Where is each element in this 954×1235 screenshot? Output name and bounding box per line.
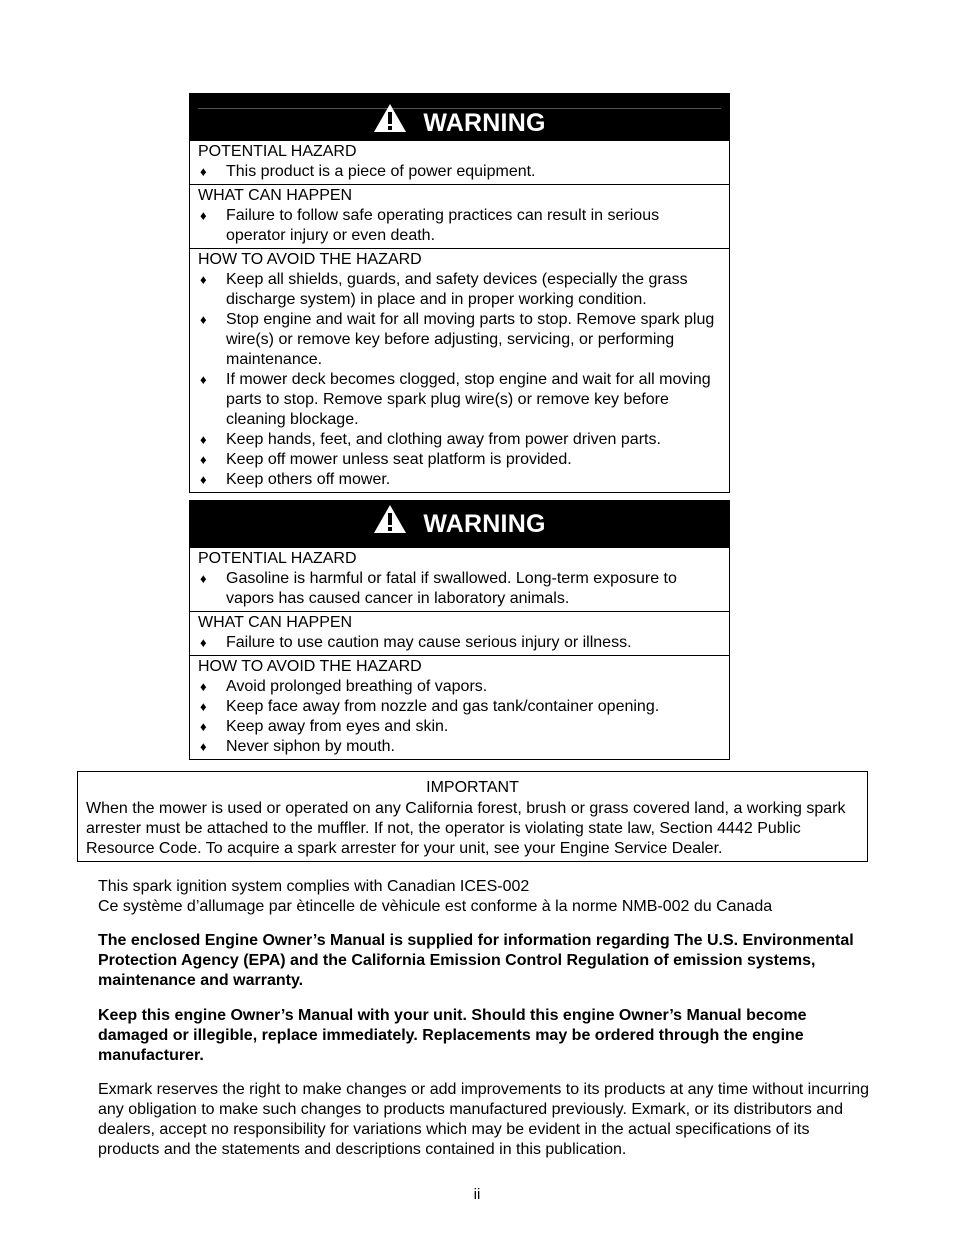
section-title: POTENTIAL HAZARD	[198, 550, 357, 567]
section-how-to-avoid	[190, 248, 729, 492]
warning-box-gasoline	[189, 500, 730, 760]
section-title: WHAT CAN HAPPEN	[198, 187, 353, 204]
warning-triangle-icon	[373, 103, 407, 140]
section-potential-hazard	[190, 140, 729, 184]
bullet-item: ♦ Keep face away from nozzle and gas tank/container opening.	[200, 698, 660, 715]
bullet-item: ♦ Avoid prolonged breathing of vapors.	[200, 678, 488, 695]
diamond-bullet-icon: ♦	[200, 739, 207, 754]
section-title: HOW TO AVOID THE HAZARD	[198, 658, 422, 675]
bullet-item: ♦ Keep off mower unless seat platform is provided.	[200, 451, 572, 468]
bullet-item: ♦ If mower deck becomes clogged, stop engine and wait for all moving parts to stop. Remove spark plug wire(s) or remove key before cleaning blockage.	[200, 371, 711, 428]
bullet-item: ♦ Gasoline is harmful or fatal if swallowed. Long-term exposure to vapors has caused cancer in laboratory animals.	[200, 570, 677, 607]
important-body: When the mower is used or operated on any California forest, brush or grass covered land, a working spark arrester must be attached to the muffler. If not, the operator is violating state law, Section 4442 Public Resource Code. To acquire a spark arrester for your unit, see your Engine Service Dealer.	[86, 800, 846, 857]
section-what-can-happen	[190, 184, 729, 248]
warning-triangle-icon	[373, 504, 407, 541]
diamond-bullet-icon: ♦	[200, 372, 207, 387]
diamond-bullet-icon: ♦	[200, 272, 207, 287]
diamond-bullet-icon: ♦	[200, 432, 207, 447]
warning-header	[190, 501, 729, 547]
page-number: ii	[473, 1186, 481, 1203]
ices-compliance-french: Ce système d’allumage par ètincelle de vèhicule est conforme à la norme NMB-002 du Canada	[98, 898, 773, 915]
section-title: HOW TO AVOID THE HAZARD	[198, 251, 422, 268]
bullet-item: ♦ Keep hands, feet, and clothing away from power driven parts.	[200, 431, 661, 448]
diamond-bullet-icon: ♦	[200, 679, 207, 694]
bullet-item: ♦ Stop engine and wait for all moving parts to stop. Remove spark plug wire(s) or remove key before adjusting, servicing, or performing maintenance.	[200, 311, 715, 368]
warning-header	[190, 94, 729, 140]
section-title: WHAT CAN HAPPEN	[198, 614, 353, 631]
bullet-item: ♦ Failure to follow safe operating practices can result in serious operator injury or even death.	[200, 207, 660, 244]
bullet-item: ♦ Failure to use caution may cause serious injury or illness.	[200, 634, 632, 651]
epa-manual-paragraph: The enclosed Engine Owner’s Manual is supplied for information regarding The U.S. Environmental Protection Agency (EPA) and the California Emission Control Regulation of emission systems, maintenance and warranty.	[98, 932, 854, 989]
warning-title: WARNING	[423, 108, 546, 137]
section-title: POTENTIAL HAZARD	[198, 143, 357, 160]
diamond-bullet-icon: ♦	[200, 635, 207, 650]
bullet-item: ♦ Never siphon by mouth.	[200, 738, 395, 755]
important-notice-box	[77, 771, 868, 862]
keep-manual-paragraph: Keep this engine Owner’s Manual with your unit. Should this engine Owner’s Manual become damaged or illegible, replace immediately. Replacements may be ordered through the engine manufacturer.	[98, 1007, 807, 1064]
diamond-bullet-icon: ♦	[200, 312, 207, 327]
bullet-item: ♦ Keep others off mower.	[200, 471, 391, 488]
diamond-bullet-icon: ♦	[200, 208, 207, 223]
section-how-to-avoid	[190, 655, 729, 759]
diamond-bullet-icon: ♦	[200, 699, 207, 714]
warning-title: WARNING	[423, 509, 546, 538]
diamond-bullet-icon: ♦	[200, 472, 207, 487]
section-potential-hazard	[190, 547, 729, 611]
diamond-bullet-icon: ♦	[200, 719, 207, 734]
diamond-bullet-icon: ♦	[200, 571, 207, 586]
bullet-item: ♦ Keep all shields, guards, and safety devices (especially the grass discharge system) in place and in proper working condition.	[200, 271, 688, 308]
ices-compliance-english: This spark ignition system complies with Canadian ICES-002	[98, 878, 530, 895]
diamond-bullet-icon: ♦	[200, 164, 207, 179]
exmark-disclaimer-paragraph: Exmark reserves the right to make changes or add improvements to its products at any time without incurring any obligation to make such changes to products manufactured previously. Exmark, or its distributors and dealers, accept no responsibility for variations which may be evident in the actual specifications of its products and the statements and descriptions contained in this publication.	[98, 1081, 870, 1158]
warning-box-power-equipment	[189, 93, 730, 493]
bullet-item: ♦ This product is a piece of power equipment.	[200, 163, 536, 180]
bullet-item: ♦ Keep away from eyes and skin.	[200, 718, 449, 735]
diamond-bullet-icon: ♦	[200, 452, 207, 467]
section-what-can-happen	[190, 611, 729, 655]
important-title: IMPORTANT	[426, 779, 519, 796]
